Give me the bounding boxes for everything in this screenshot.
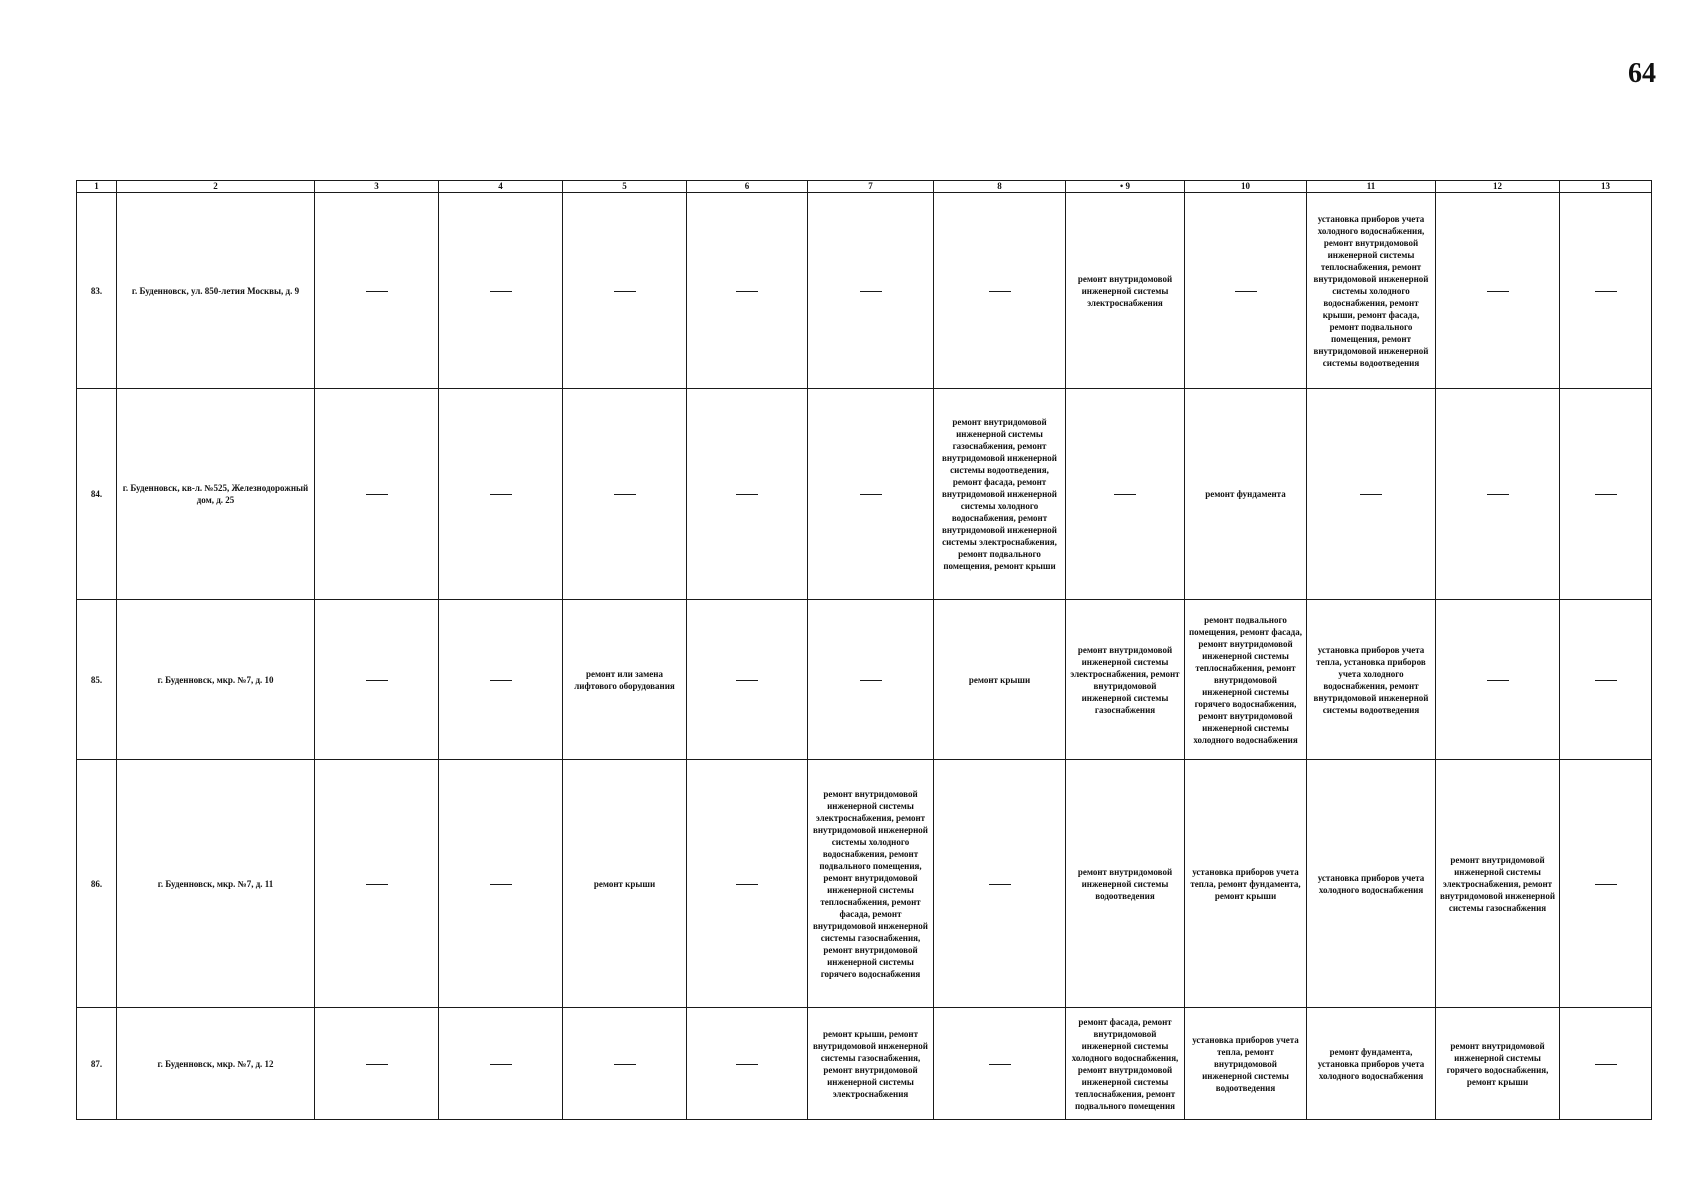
empty-cell [563, 1008, 687, 1120]
work-description-cell: ремонт внутридомовой инженерной системы электроснабжения, ремонт внутридомовой инженерной системы газоснабжения [1436, 760, 1560, 1008]
table-row [77, 1008, 1652, 1120]
empty-cell [1436, 389, 1560, 600]
empty-cell [1185, 193, 1307, 389]
work-description-cell: ремонт подвального помещения, ремонт фасада, ремонт внутридомовой инженерной системы теплоснабжения, ремонт внутридомовой инженерной системы горячего водоснабжения, ремонт внутридомовой инженерной системы холодного водоснабжения [1185, 600, 1307, 760]
empty-cell [439, 193, 563, 389]
work-description-cell: ремонт крыши [563, 760, 687, 1008]
column-number-6: 6 [687, 181, 808, 193]
dash-mark [614, 291, 636, 292]
work-description-cell: ремонт фундамента [1185, 389, 1307, 600]
column-number-3: 3 [315, 181, 439, 193]
empty-cell [439, 1008, 563, 1120]
column-number-13: 13 [1560, 181, 1652, 193]
empty-cell [315, 600, 439, 760]
work-description-cell: ремонт внутридомовой инженерной системы электроснабжения [1066, 193, 1185, 389]
dash-mark [366, 1064, 388, 1065]
dash-mark [1487, 680, 1509, 681]
work-description-cell: ремонт внутридомовой инженерной системы горячего водоснабжения, ремонт крыши [1436, 1008, 1560, 1120]
column-number-8: 8 [934, 181, 1066, 193]
dash-mark [366, 884, 388, 885]
table-row [77, 760, 1652, 1008]
empty-cell [1436, 600, 1560, 760]
dash-mark [989, 291, 1011, 292]
empty-cell [687, 193, 808, 389]
column-number-7: 7 [808, 181, 934, 193]
dash-mark [366, 494, 388, 495]
dash-mark [1360, 494, 1382, 495]
dash-mark [614, 494, 636, 495]
column-number-1: 1 [77, 181, 117, 193]
page-number: 64 [1628, 58, 1656, 89]
table-row [77, 389, 1652, 600]
dash-mark [1595, 494, 1617, 495]
column-number-5: 5 [563, 181, 687, 193]
dash-mark [490, 494, 512, 495]
row-number: 87. [77, 1008, 117, 1120]
empty-cell [439, 760, 563, 1008]
dash-mark [1595, 680, 1617, 681]
dash-mark [490, 291, 512, 292]
column-number-2: 2 [117, 181, 315, 193]
address-cell: г. Буденновск, ул. 850-летия Москвы, д. 9 [117, 193, 315, 389]
empty-cell [563, 193, 687, 389]
dash-mark [736, 680, 758, 681]
dash-mark [614, 1064, 636, 1065]
table-row [77, 600, 1652, 760]
work-description-cell: установка приборов учета холодного водоснабжения [1307, 760, 1436, 1008]
empty-cell [934, 760, 1066, 1008]
address-cell: г. Буденновск, кв-л. №525, Железнодорожный дом, д. 25 [117, 389, 315, 600]
empty-cell [1436, 193, 1560, 389]
work-description-cell: установка приборов учета тепла, ремонт внутридомовой инженерной системы водоотведения [1185, 1008, 1307, 1120]
dash-mark [736, 884, 758, 885]
empty-cell [315, 389, 439, 600]
dash-mark [1595, 884, 1617, 885]
empty-cell [687, 600, 808, 760]
column-number-12: 12 [1436, 181, 1560, 193]
work-description-cell: ремонт крыши [934, 600, 1066, 760]
work-description-cell: установка приборов учета холодного водоснабжения, ремонт внутридомовой инженерной системы теплоснабжения, ремонт внутридомовой инженерной системы холодного водоснабжения, ремонт крыши, ремонт фасада, ремонт подвального помещения, ремонт внутридомовой инженерной системы водоотведения [1307, 193, 1436, 389]
empty-cell [1560, 600, 1652, 760]
empty-cell [808, 193, 934, 389]
column-number-row [77, 181, 1652, 193]
dash-mark [736, 291, 758, 292]
work-description-cell: ремонт или замена лифтового оборудования [563, 600, 687, 760]
empty-cell [808, 600, 934, 760]
dash-mark [989, 1064, 1011, 1065]
empty-cell [687, 389, 808, 600]
dash-mark [366, 680, 388, 681]
work-description-cell: ремонт фасада, ремонт внутридомовой инженерной системы холодного водоснабжения, ремонт внутридомовой инженерной системы теплоснабжения, ремонт подвального помещения [1066, 1008, 1185, 1120]
dash-mark [736, 1064, 758, 1065]
empty-cell [1560, 193, 1652, 389]
row-number: 85. [77, 600, 117, 760]
empty-cell [1066, 389, 1185, 600]
dash-mark [1235, 291, 1257, 292]
column-number-9: • 9 [1066, 181, 1185, 193]
empty-cell [1560, 389, 1652, 600]
address-cell: г. Буденновск, мкр. №7, д. 11 [117, 760, 315, 1008]
empty-cell [315, 1008, 439, 1120]
table-row [77, 193, 1652, 389]
dash-mark [490, 680, 512, 681]
empty-cell [687, 760, 808, 1008]
empty-cell [934, 193, 1066, 389]
empty-cell [1560, 1008, 1652, 1120]
work-description-cell: установка приборов учета тепла, ремонт фундамента, ремонт крыши [1185, 760, 1307, 1008]
row-number: 84. [77, 389, 117, 600]
empty-cell [1560, 760, 1652, 1008]
work-description-cell: ремонт внутридомовой инженерной системы водоотведения [1066, 760, 1185, 1008]
empty-cell [808, 389, 934, 600]
work-description-cell: ремонт внутридомовой инженерной системы газоснабжения, ремонт внутридомовой инженерной системы водоотведения, ремонт фасада, ремонт внутридомовой инженерной системы холодного водоснабжения, ремонт внутридомовой инженерной системы электроснабжения, ремонт подвального помещения, ремонт крыши [934, 389, 1066, 600]
work-description-cell: установка приборов учета тепла, установка приборов учета холодного водоснабжения, ремонт внутридомовой инженерной системы водоотведения [1307, 600, 1436, 760]
repair-schedule-table [76, 180, 1652, 1120]
dash-mark [490, 884, 512, 885]
dash-mark [860, 494, 882, 495]
dash-mark [736, 494, 758, 495]
dash-mark [1595, 1064, 1617, 1065]
work-description-cell: ремонт фундамента, установка приборов учета холодного водоснабжения [1307, 1008, 1436, 1120]
dash-mark [1487, 291, 1509, 292]
dash-mark [860, 291, 882, 292]
dash-mark [490, 1064, 512, 1065]
work-description-cell: ремонт внутридомовой инженерной системы электроснабжения, ремонт внутридомовой инженерной системы холодного водоснабжения, ремонт подвального помещения, ремонт внутридомовой инженерной системы теплоснабжения, ремонт фасада, ремонт внутридомовой инженерной системы газоснабжения, ремонт внутридомовой инженерной системы горячего водоснабжения [808, 760, 934, 1008]
address-cell: г. Буденновск, мкр. №7, д. 12 [117, 1008, 315, 1120]
dash-mark [989, 884, 1011, 885]
dash-mark [1487, 494, 1509, 495]
dash-mark [860, 680, 882, 681]
empty-cell [1307, 389, 1436, 600]
empty-cell [315, 760, 439, 1008]
dash-mark [1595, 291, 1617, 292]
empty-cell [687, 1008, 808, 1120]
empty-cell [563, 389, 687, 600]
work-description-cell: ремонт крыши, ремонт внутридомовой инженерной системы газоснабжения, ремонт внутридомовой инженерной системы электроснабжения [808, 1008, 934, 1120]
empty-cell [439, 389, 563, 600]
dash-mark [1114, 494, 1136, 495]
column-number-4: 4 [439, 181, 563, 193]
column-number-10: 10 [1185, 181, 1307, 193]
address-cell: г. Буденновск, мкр. №7, д. 10 [117, 600, 315, 760]
work-description-cell: ремонт внутридомовой инженерной системы электроснабжения, ремонт внутридомовой инженерной системы газоснабжения [1066, 600, 1185, 760]
empty-cell [315, 193, 439, 389]
row-number: 83. [77, 193, 117, 389]
empty-cell [934, 1008, 1066, 1120]
empty-cell [439, 600, 563, 760]
dash-mark [366, 291, 388, 292]
row-number: 86. [77, 760, 117, 1008]
column-number-11: 11 [1307, 181, 1436, 193]
